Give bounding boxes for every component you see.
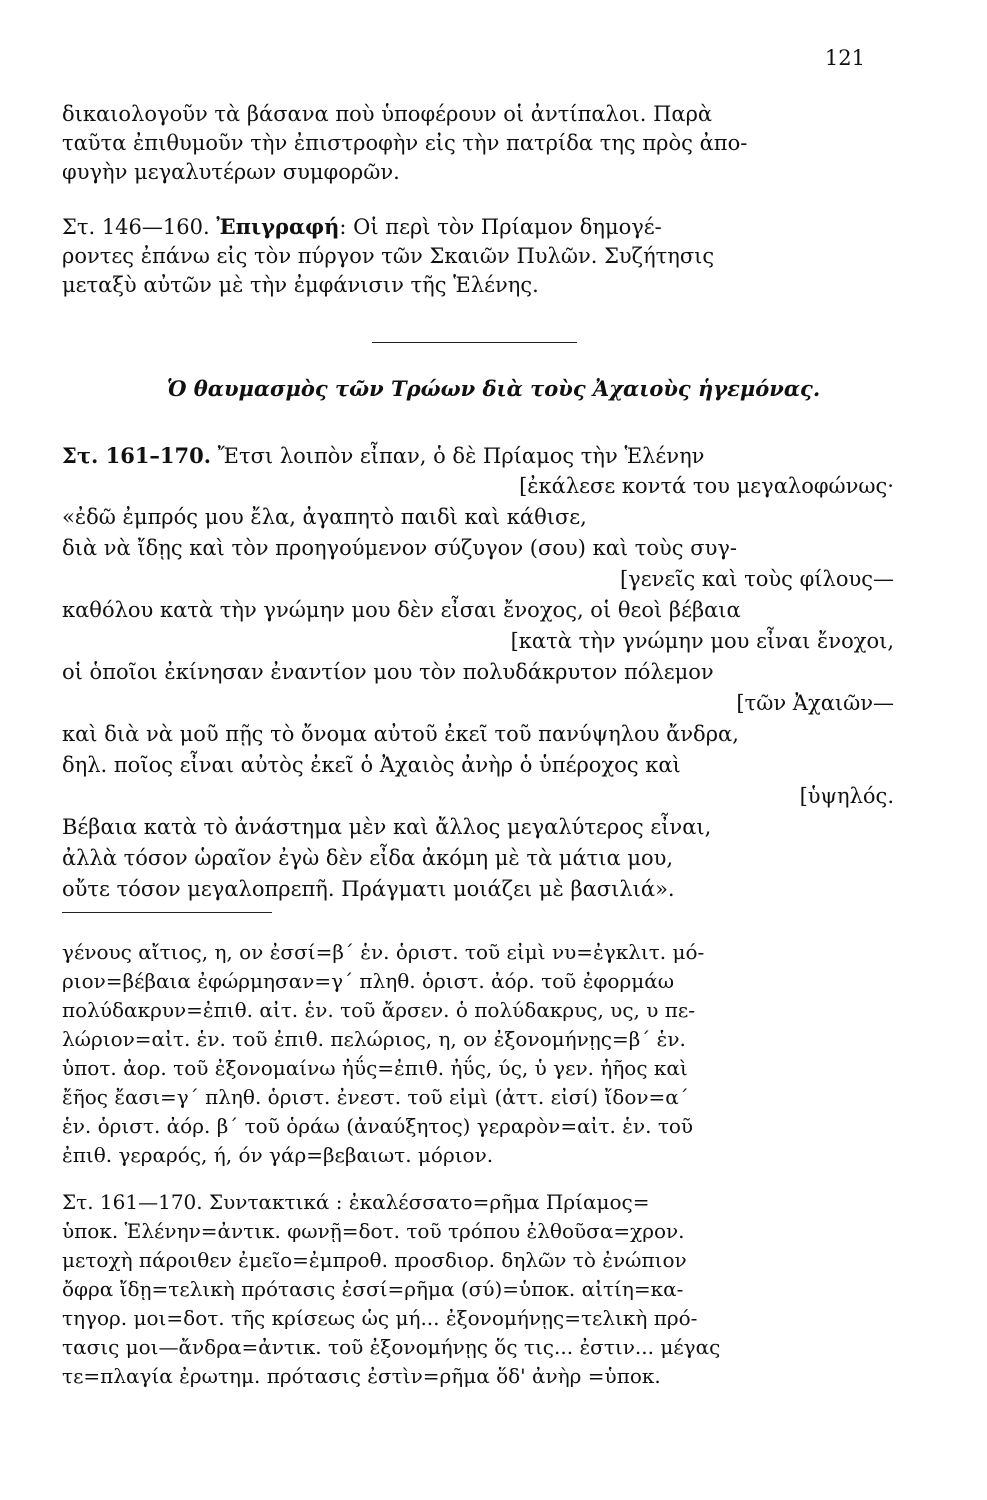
- note-line: γένους αἴτιος, η, ον ἐσσί=β΄ ἑν. ὁριστ. τοῦ εἰμὶ νυ=ἐγκλιτ. μό-: [62, 940, 705, 964]
- note-line: ἔῆος ἔασι=γ΄ πληθ. ὁριστ. ἐνεστ. τοῦ εἰμὶ (ἀττ. εἰσί) ἴδον=α΄: [62, 1085, 689, 1109]
- summary-text: : Οἱ περὶ τὸν Πρίαμον δημογέ-: [339, 215, 662, 239]
- text-line: ροντες ἐπάνω εἰς τὸν πύργον τῶν Σκαιῶν Πυλῶν. Συζήτησις: [62, 244, 715, 268]
- translation-block: [62, 440, 902, 905]
- verse-line: οὔτε τόσον μεγαλοπρεπῆ. Πράγματι μοιάζει μὲ βασιλιά».: [62, 877, 675, 901]
- syntax-notes: [62, 1188, 912, 1391]
- verse-ref: Στ. 146—160.: [62, 215, 217, 239]
- text-line: ταῦτα ἐπιθυμοῦν τὴν ἐπιστροφὴν εἰς τὴν πατρίδα της πρὸς ἀπο-: [62, 131, 748, 155]
- note-line: ὑποκ. Ἑλένην=ἀντικ. φωνῇ=δοτ. τοῦ τρόπου ἐλθοῦσα=χρον.: [62, 1219, 685, 1243]
- note-line: τασις μοι—ἄνδρα=ἀντικ. τοῦ ἐξονομήνῃς ὅς τις... ἐστιν... μέγας: [62, 1335, 721, 1359]
- verse-line: δηλ. ποῖος εἶναι αὐτὸς ἐκεῖ ὁ Ἀχαιὸς ἀνὴρ ὁ ὑπέροχος καὶ: [62, 753, 681, 777]
- verse-line: καὶ διὰ νὰ μοῦ πῇς τὸ ὄνομα αὐτοῦ ἐκεῖ τοῦ πανύψηλου ἄνδρα,: [62, 722, 739, 746]
- note-line: τε=πλαγία ἐρωτημ. πρότασις ἐστὶν=ρῆμα ὅδ' ἀνὴρ =ὑποκ.: [62, 1364, 661, 1388]
- page-number: 121: [824, 46, 865, 70]
- verse-line: Ἔτσι λοιπὸν εἶπαν, ὁ δὲ Πρίαμος τὴν Ἑλένην: [217, 444, 705, 468]
- summary-label: Ἐπιγραφή: [216, 214, 340, 239]
- intro-paragraph: [62, 100, 902, 187]
- verse-ref: Στ. 161–170.: [62, 443, 212, 468]
- note-line: μετοχὴ πάροιθεν ἐμεῖο=ἐμπροθ. προσδιορ. δηλῶν τὸ ἐνώπιον: [62, 1248, 687, 1272]
- note-line: τηγορ. μοι=δοτ. τῆς κρίσεως ὡς μή... ἐξονομήνῃς=τελικὴ πρό-: [62, 1306, 698, 1330]
- continuation-line: [τῶν Ἀχαιῶν—: [736, 691, 894, 715]
- text-line: δικαιολογοῦν τὰ βάσανα ποὺ ὑποφέρουν οἱ ἀντίπαλοι. Παρὰ: [62, 102, 713, 126]
- note-line: ἐπιθ. γεραρός, ή, όν γάρ=βεβαιωτ. μόριον.: [62, 1143, 494, 1167]
- notes-divider: [62, 912, 272, 913]
- summary-paragraph: [62, 212, 902, 300]
- note-line: πολύδακρυν=ἐπιθ. αἰτ. ἑν. τοῦ ἄρσεν. ὁ πολύδακρυς, υς, υ πε-: [62, 998, 696, 1022]
- note-line: ὄφρα ἴδῃ=τελικὴ πρότασις ἐσσί=ρῆμα (σύ)=ὑποκ. αἰτίη=κα-: [62, 1277, 684, 1301]
- section-divider: [372, 342, 577, 343]
- verse-line: διὰ νὰ ἴδῃς καὶ τὸν προηγούμενον σύζυγον (σου) καὶ τοὺς συγ-: [62, 536, 737, 560]
- continuation-line: [ἐκάλεσε κοντά του μεγαλοφώνως·: [519, 474, 894, 498]
- note-line: ριον=βέβαια ἐφώρμησαν=γ΄ πληθ. ὁριστ. ἀόρ. τοῦ ἐφορμάω: [62, 969, 675, 993]
- verse-line: ἀλλὰ τόσον ὡραῖον ἐγὼ δὲν εἶδα ἀκόμη μὲ τὰ μάτια μου,: [62, 846, 674, 870]
- section-heading: Ὁ θαυμασμὸς τῶν Τρώων διὰ τοὺς Ἀχαιοὺς ἡγεμόνας.: [166, 376, 821, 401]
- note-line: ὑποτ. ἀορ. τοῦ ἐξονομαίνω ἠΰς=ἐπιθ. ἠΰς, ύς, ὑ γεν. ἠῆος καὶ: [62, 1056, 688, 1080]
- continuation-line: [γενεῖς καὶ τοὺς φίλους—: [619, 567, 894, 591]
- verse-line: Βέβαια κατὰ τὸ ἀνάστημα μὲν καὶ ἄλλος μεγαλύτερος εἶναι,: [62, 815, 712, 839]
- note-line: Στ. 161—170. Συντακτικά : ἐκαλέσσατο=ρῆμα Πρίαμος=: [62, 1190, 650, 1214]
- text-line: [62, 212, 902, 242]
- note-line: ἑν. ὁριστ. ἀόρ. β΄ τοῦ ὁράω (ἀναύξητος) γεραρὸν=αἰτ. ἑν. τοῦ: [62, 1114, 694, 1138]
- text-line: φυγὴν μεγαλυτέρων συμφορῶν.: [62, 160, 400, 184]
- verse-line: οἱ ὁποῖοι ἐκίνησαν ἐναντίον μου τὸν πολυδάκρυτον πόλεμον: [62, 660, 714, 684]
- note-line: λώριον=αἰτ. ἑν. τοῦ ἐπιθ. πελώριος, η, ον ἐξονομήνῃς=β΄ ἑν.: [62, 1027, 686, 1051]
- continuation-line: [ὑψηλός.: [799, 784, 894, 808]
- lexical-notes: [62, 938, 912, 1170]
- text-line: μεταξὺ αὐτῶν μὲ τὴν ἐμφάνισιν τῆς Ἑλένης.: [62, 273, 539, 297]
- verse-line: «ἐδῶ ἐμπρός μου ἔλα, ἀγαπητὸ παιδὶ καὶ κάθισε,: [62, 505, 587, 529]
- continuation-line: [κατὰ τὴν γνώμην μου εἶναι ἔνοχοι,: [510, 629, 894, 653]
- verse-line: καθόλου κατὰ τὴν γνώμην μου δὲν εἶσαι ἔνοχος, οἱ θεοὶ βέβαια: [62, 598, 741, 622]
- text-line: [62, 440, 902, 471]
